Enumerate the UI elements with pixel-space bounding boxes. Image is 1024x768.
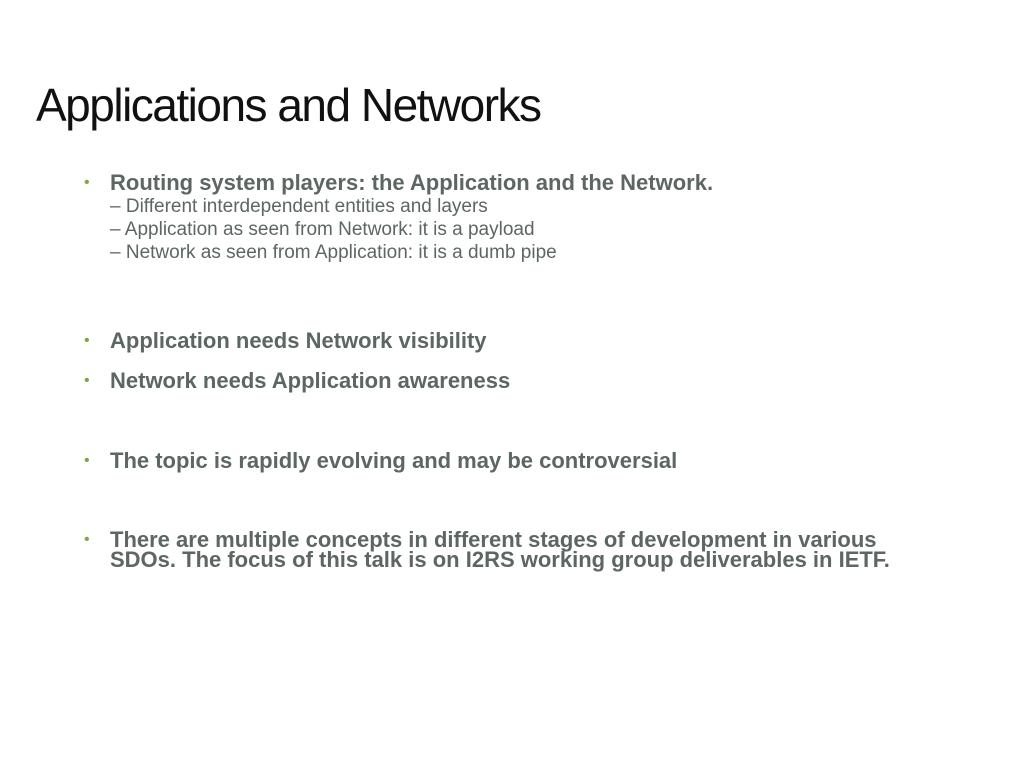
bullet-text: The topic is rapidly evolving and may be controversial [110,448,678,473]
bullet-text: Application needs Network visibility [110,328,487,353]
bullet-icon: • [84,531,90,548]
bullet-icon: • [84,174,90,191]
bullet-icon: • [84,332,90,349]
sub-item-application-payload: – Application as seen from Network: it is a payload [110,219,535,240]
bullet-icon: • [84,452,90,469]
sub-item-interdependent-entities: – Different interdependent entities and layers [110,196,488,217]
bullet-item-multiple-concepts [84,527,924,572]
bullet-item-application-awareness [84,369,924,393]
bullet-item-topic-evolving [84,449,924,473]
sub-item-network-dumb-pipe: – Network as seen from Application: it is a dumb pipe [110,242,557,263]
bullet-text: Routing system players: the Application and the Network. [110,170,714,195]
slide-title: Applications and Networks [36,79,541,131]
bullet-text: There are multiple concepts in different stages of development in various SDOs. The focus of this talk is on I2RS working group deliverables in IETF. [110,527,890,572]
bullet-text: Network needs Application awareness [110,368,511,393]
bullet-item-network-visibility [84,329,924,353]
bullet-icon: • [84,372,90,389]
bullet-item-routing-players [84,171,924,264]
